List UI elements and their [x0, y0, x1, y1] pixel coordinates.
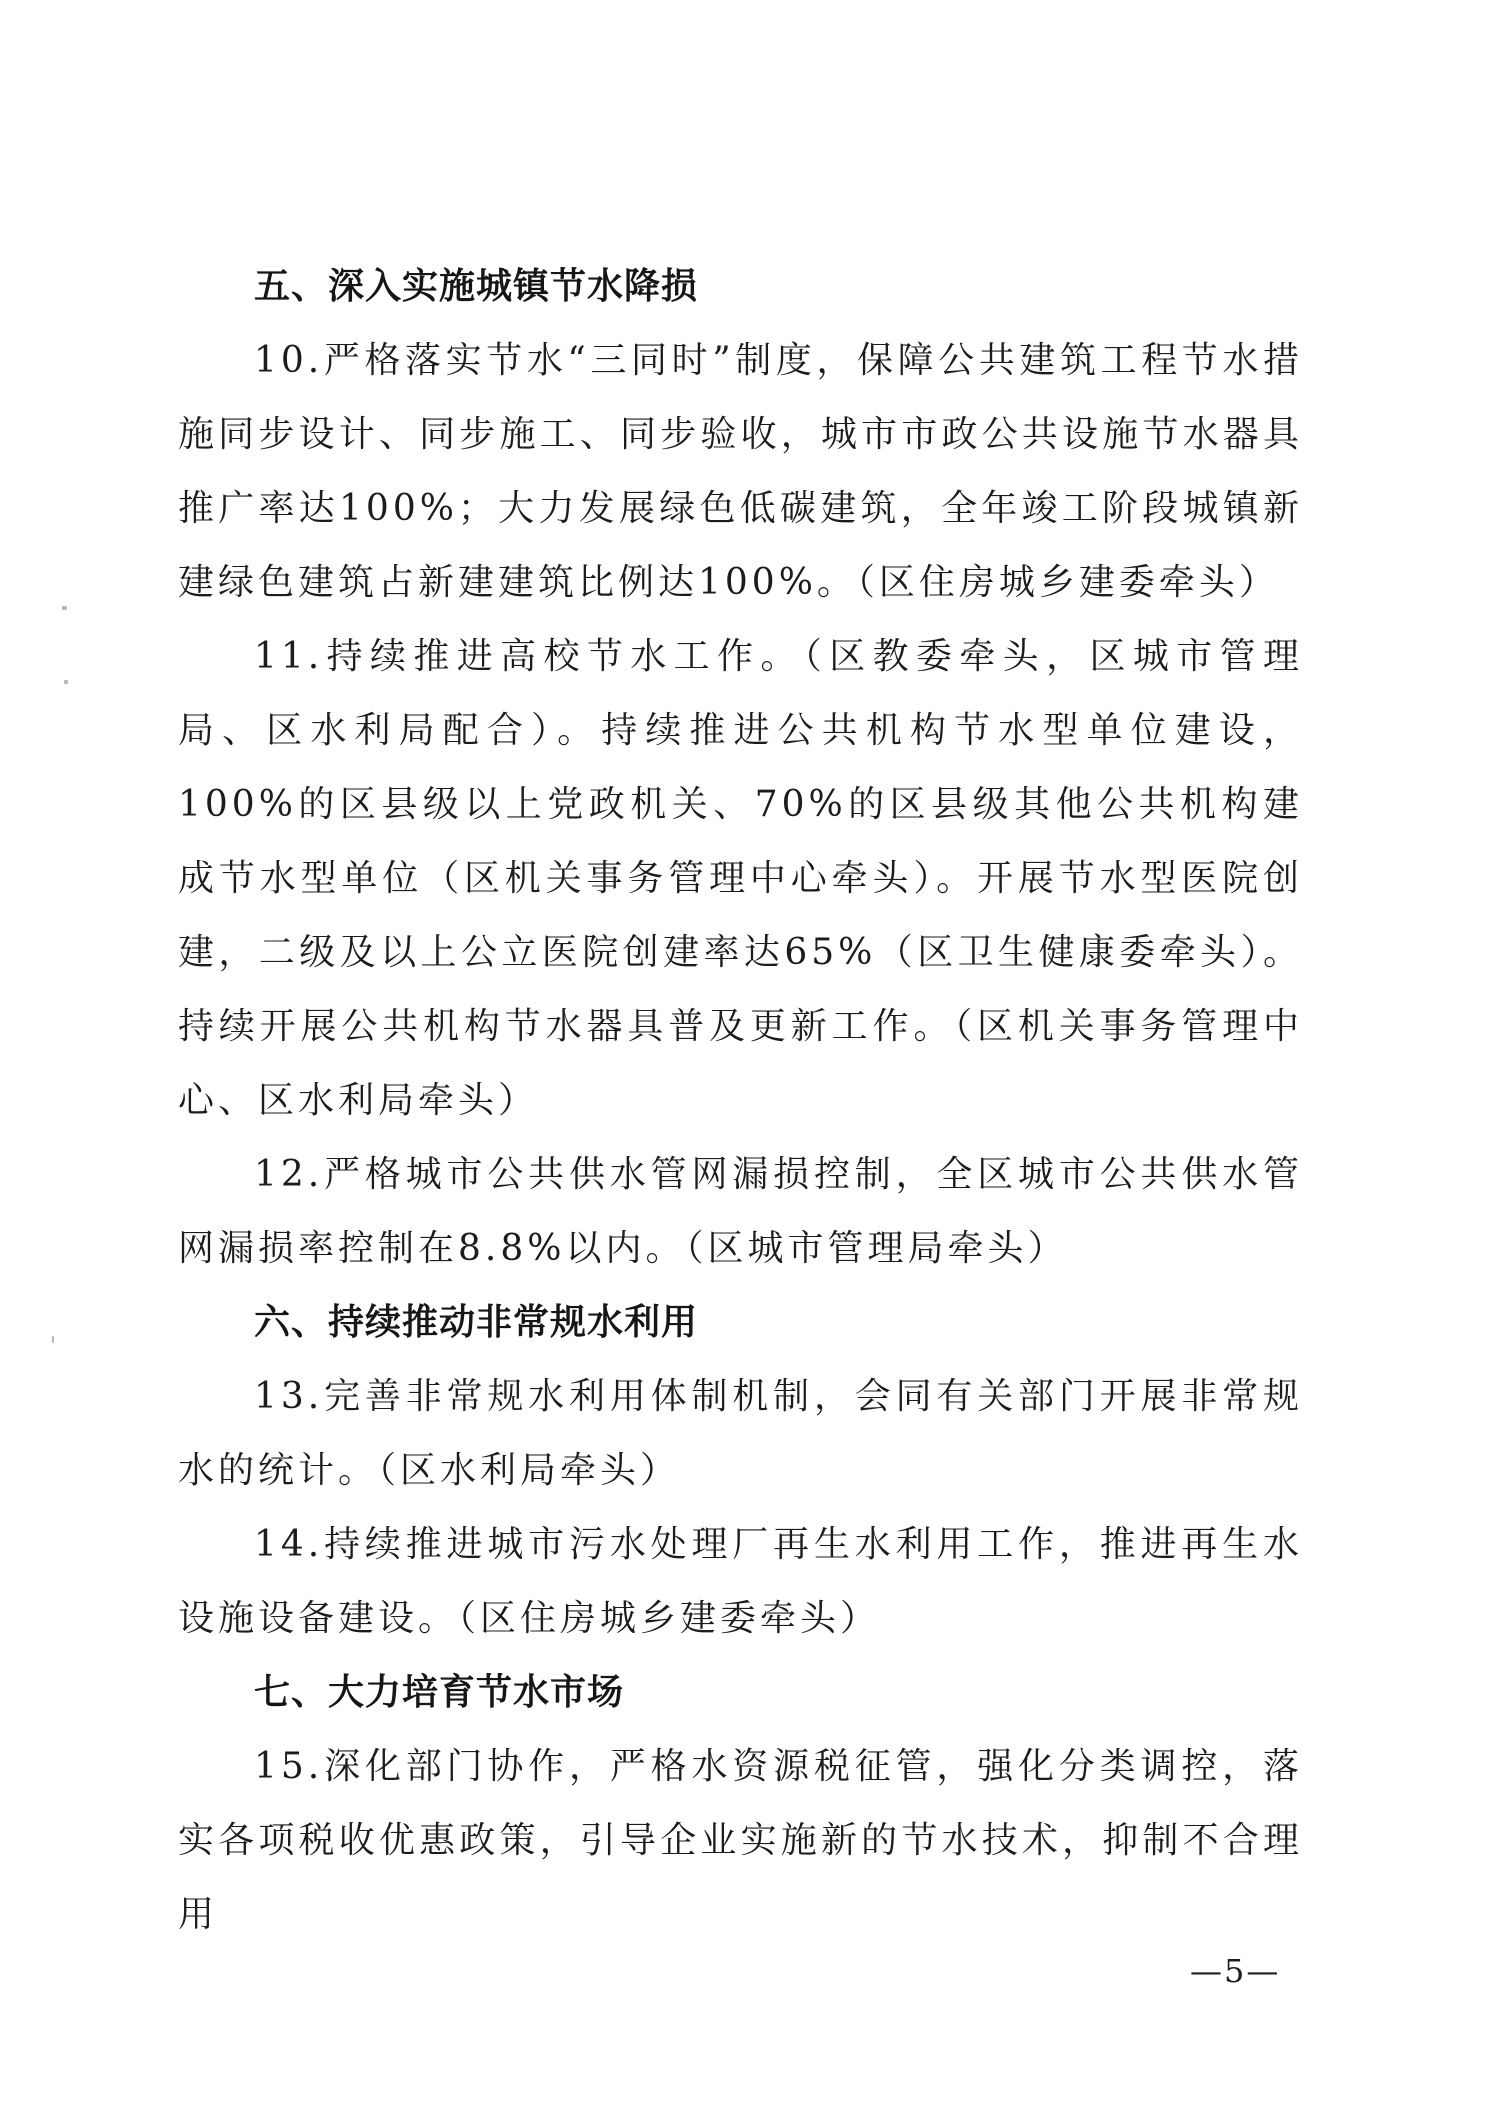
paragraph-12: 12.严格城市公共供水管网漏损控制，全区城市公共供水管网漏损率控制在8.8%以内。（区城市管理局牵头） [178, 1154, 1303, 1269]
paragraph-10: 10.严格落实节水“三同时”制度，保障公共建筑工程节水措施同步设计、同步施工、同步验收，城市市政公共设施节水器具推广率达100%；大力发展绿色低碳建筑，全年竣工阶段城镇新建绿色建筑占新建建筑比例达100%。（区住房城乡建委牵头） [178, 340, 1303, 603]
document-body [178, 250, 1303, 1952]
scan-speck [52, 1336, 54, 1343]
paragraph-15: 15.深化部门协作，严格水资源税征管，强化分类调控，落实各项税收优惠政策，引导企业实施新的节水技术，抑制不合理用 [178, 1746, 1303, 1935]
paragraph-11: 11.持续推进高校节水工作。（区教委牵头，区城市管理局、区水利局配合）。持续推进公共机构节水型单位建设，100%的区县级以上党政机关、70%的区县级其他公共机构建成节水型单位（区机关事务管理中心牵头）。开展节水型医院创建，二级及以上公立医院创建率达65%（区卫生健康委牵头）。持续开展公共机构节水器具普及更新工作。（区机关事务管理中心、区水利局牵头） [178, 636, 1303, 1121]
section-heading: 六、持续推动非常规水利用 [254, 1302, 699, 1343]
section-heading: 五、深入实施城镇节水降损 [254, 266, 699, 307]
paragraph-14: 14.持续推进城市污水处理厂再生水利用工作，推进再生水设施设备建设。（区住房城乡建委牵头） [178, 1524, 1303, 1639]
paragraph-13: 13.完善非常规水利用体制机制，会同有关部门开展非常规水的统计。（区水利局牵头） [178, 1376, 1303, 1491]
scan-speck [62, 606, 67, 610]
section-heading: 七、大力培育节水市场 [254, 1672, 625, 1713]
page-number: —5— [1190, 1952, 1281, 1990]
scan-speck [64, 680, 68, 684]
